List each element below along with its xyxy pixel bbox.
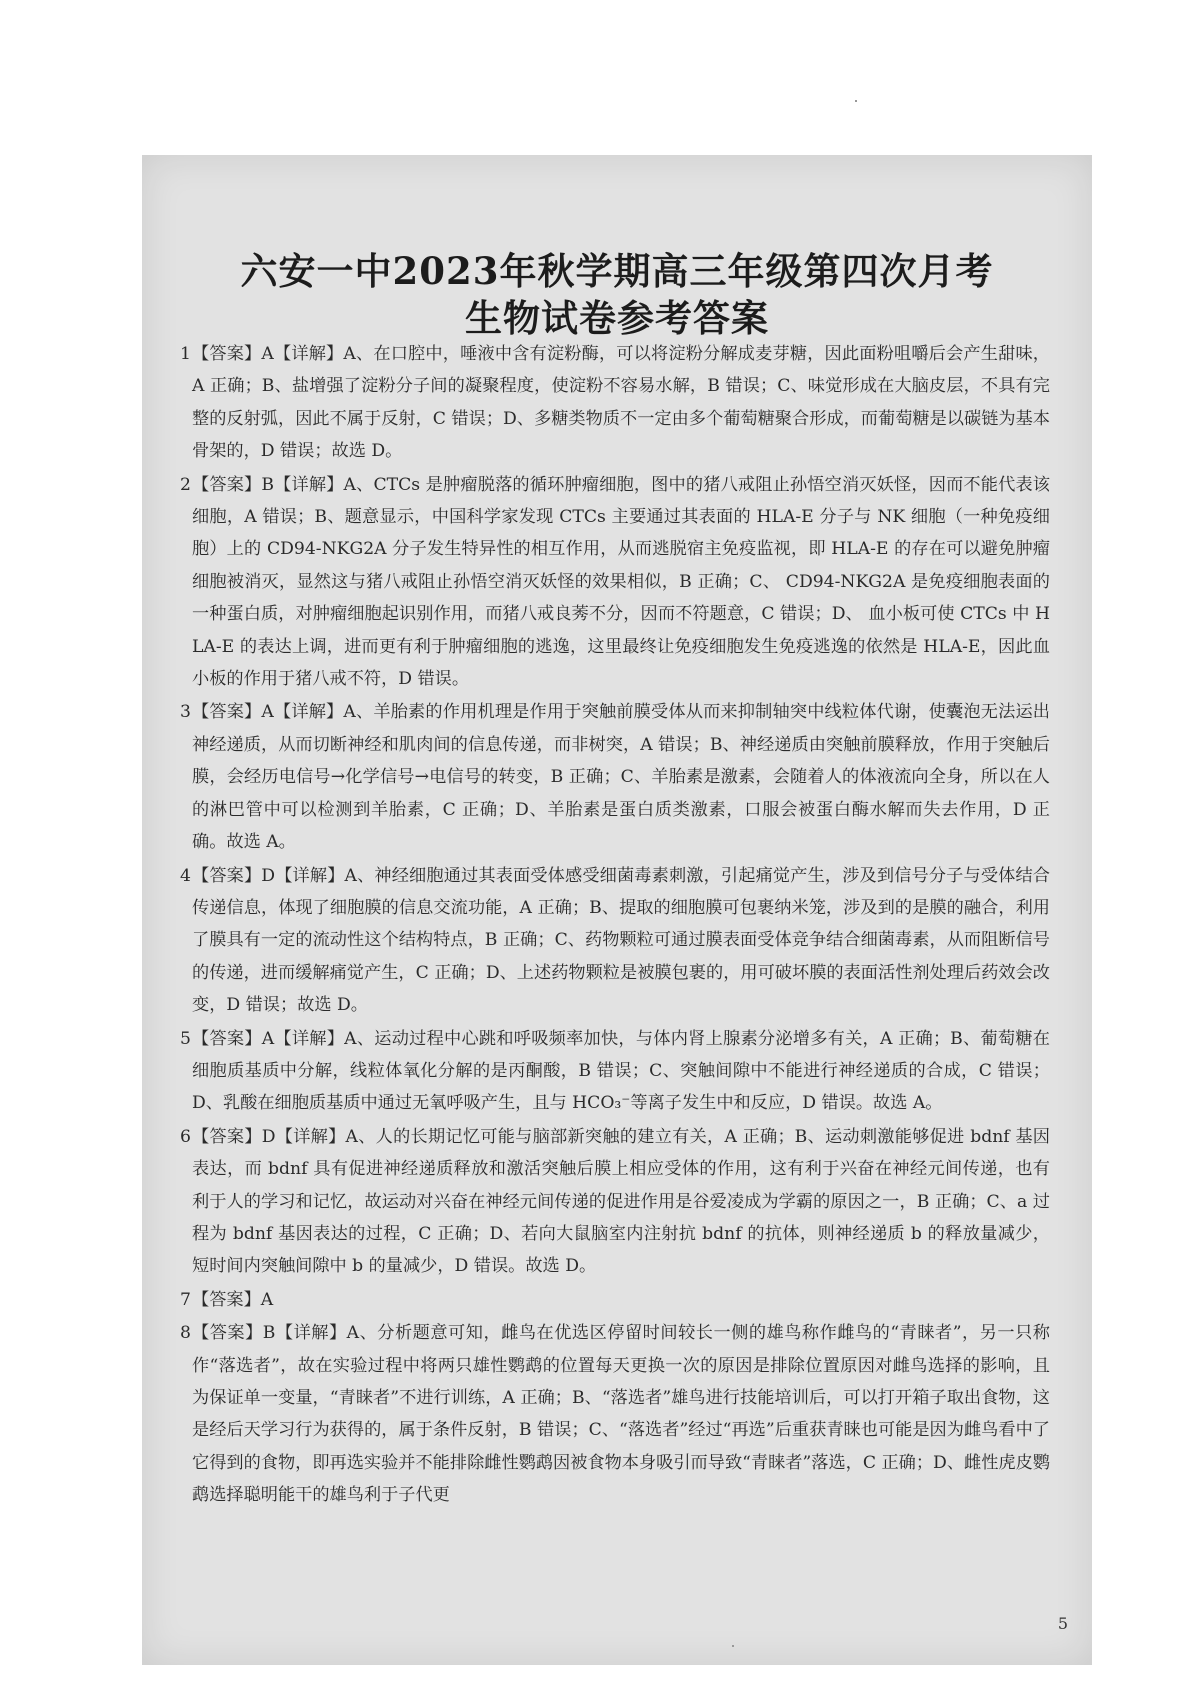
answer-text: 【答案】D【详解】A、人的长期记忆可能与脑部新突触的建立有关，A 正确；B、运动刺激能够促进 bdnf 基因表达，而 bdnf 具有促进神经递质释放和激活突触后膜上相应受体的作用，这有利于兴奋在神经元间传递，也有利于人的学习和记忆，故运动对兴奋在神经元间传递的促进作用是谷爱凌成为学霸的原因之一，B 正确；C、a 过程为 bdnf 基因表达的过程，C 正确；D、若向大鼠脑室内注射抗 bdnf 的抗体，则神经递质 b 的释放量减少，短时间内突触间隙中 b 的量减少，D 错误。故选 D。 [192, 1126, 1050, 1277]
answer-text: 【答案】A【详解】A、运动过程中心跳和呼吸频率加快，与体内肾上腺素分泌增多有关，A 正确；B、葡萄糖在细胞质基质中分解，线粒体氧化分解的是丙酮酸，B 错误；C、突触间隙中不能进行神经递质的合成，C 错误；D、乳酸在细胞质基质中通过无氧呼吸产生，且与 HCO₃⁻等离子发生中和反应，D 错误。故选 A。 [192, 1028, 1050, 1114]
answer-number: 4 [180, 865, 191, 886]
answer-text: 【答案】B【详解】A、CTCs 是肿瘤脱落的循环肿瘤细胞，图中的猪八戒阻止孙悟空消灭妖怪，因而不能代表该细胞，A 错误；B、题意显示，中国科学家发现 CTCs 主要通过其表面的 HLA-E 分子与 NK 细胞（一种免疫细胞）上的 CD94-NKG2A 分子发生特异性的相互作用，从而逃脱宿主免疫监视，即 HLA-E 的存在可以避免肿瘤细胞被消灭，显然这与猪八戒阻止孙悟空消灭妖怪的效果相似，B 正确；C、 CD94-NKG2A 是免疫细胞表面的一种蛋白质，对肿瘤细胞起识别作用，而猪八戒良莠不分，因而不符题意，C 错误；D、 血小板可使 CTCs 中 HLA-E 的表达上调，进而更有利于肿瘤细胞的逃逸，这里最终让免疫细胞发生免疫逃逸的依然是 HLA-E，因此血小板的作用于猪八戒不符，D 错误。 [192, 474, 1050, 690]
answer-number: 3 [180, 702, 191, 723]
answer-text: 【答案】B【详解】A、分析题意可知，雌鸟在优选区停留时间较长一侧的雄鸟称作雌鸟的“青睐者”，另一只称作“落选者”，故在实验过程中将两只雄性鹦鹉的位置每天更换一次的原因是排除位置原因对雌鸟选择的影响，且为保证单一变量，“青睐者”不进行训练，A 正确；B、“落选者”雄鸟进行技能培训后，可以打开箱子取出食物，这是经后天学习行为获得的，属于条件反射，B 错误；C、“落选者”经过“再选”后重获青睐也可能是因为雌鸟看中了它得到的食物，即再选实验并不能排除雌性鹦鹉因被食物本身吸引而导致“青睐者”落选，C 正确；D、雌性虎皮鹦鹉选择聪明能干的雄鸟利于子代更 [192, 1323, 1050, 1506]
answer-number: 5 [180, 1028, 191, 1049]
answer-number: 8 [180, 1323, 191, 1344]
answer-number: 7 [180, 1289, 191, 1310]
page-number: 5 [1057, 1614, 1068, 1633]
answer-text: 【答案】D【详解】A、神经细胞通过其表面受体感受细菌毒素刺激，引起痛觉产生，涉及到信号分子与受体结合传递信息，体现了细胞膜的信息交流功能，A 正确；B、提取的细胞膜可包裹纳米笼，涉及到的是膜的融合，利用了膜具有一定的流动性这个结构特点，B 正确；C、药物颗粒可通过膜表面受体竞争结合细菌毒素，从而阻断信号的传递，进而缓解痛觉产生，C 正确；D、上述药物颗粒是被膜包裹的，用可破坏膜的表面活性剂处理后药效会改变，D 错误；故选 D。 [192, 865, 1050, 1016]
answer-text: 【答案】A【详解】A、在口腔中，唾液中含有淀粉酶，可以将淀粉分解成麦芽糖，因此面粉咀嚼后会产生甜味，A 正确；B、盐增强了淀粉分子间的凝聚程度，使淀粉不容易水解，B 错误；C、味觉形成在大脑皮层，不具有完整的反射弧，因此不属于反射，C 错误；D、多糖类物质不一定由多个葡萄糖聚合形成，而葡萄糖是以碳链为基本骨架的，D 错误；故选 D。 [192, 344, 1050, 462]
answer-item-8 [180, 1317, 1050, 1511]
page-title: 六安一中2023年秋学期高三年级第四次月考 [240, 249, 994, 293]
answer-item-3 [180, 696, 1050, 858]
answer-list [180, 338, 1050, 1512]
answer-number: 6 [180, 1126, 191, 1147]
answer-item-7 [180, 1284, 1050, 1316]
scan-speck [732, 1645, 734, 1647]
answer-number: 2 [180, 474, 191, 495]
scan-speck [855, 100, 857, 102]
answer-text: 【答案】A【详解】A、羊胎素的作用机理是作用于突触前膜受体从而来抑制轴突中线粒体代谢，使囊泡无法运出神经递质，从而切断神经和肌肉间的信息传递，而非树突，A 错误；B、神经递质由突触前膜释放，作用于突触后膜，会经历电信号→化学信号→电信号的转变，B 正确；C、羊胎素是激素，会随着人的体液流向全身，所以在人的淋巴管中可以检测到羊胎素，C 正确；D、羊胎素是蛋白质类激素，口服会被蛋白酶水解而失去作用，D 正确。故选 A。 [192, 702, 1050, 853]
page-subtitle: 生物试卷参考答案 [465, 296, 769, 340]
answer-item-6 [180, 1121, 1050, 1283]
answer-number: 1 [180, 344, 191, 364]
answer-item-1 [180, 338, 1050, 468]
answer-item-4 [180, 860, 1050, 1022]
answer-sheet [142, 155, 1092, 1665]
answer-item-2 [180, 469, 1050, 696]
answer-text: 【答案】A [192, 1289, 274, 1310]
answer-item-5 [180, 1023, 1050, 1120]
